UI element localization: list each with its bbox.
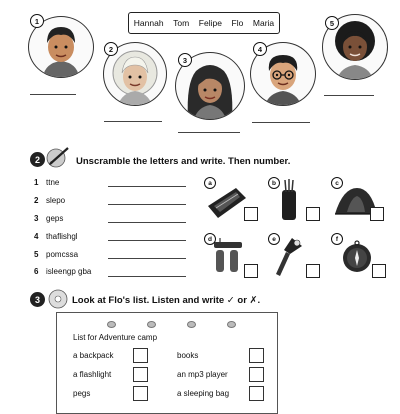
portrait-number-3: 3 (178, 53, 192, 67)
answer-box-e[interactable] (306, 264, 320, 278)
check-box-flashlight[interactable] (133, 367, 148, 382)
name-flo: Flo (231, 18, 244, 28)
name-maria: Maria (252, 18, 275, 28)
answer-box-a[interactable] (244, 207, 258, 221)
scramble-item-1 (34, 178, 59, 187)
answer-line-1[interactable] (30, 94, 76, 95)
answer-box-b[interactable] (306, 207, 320, 221)
picture-letter-e: e (268, 233, 280, 245)
item-num: 4 (34, 232, 39, 241)
scramble-line-2[interactable] (108, 204, 186, 205)
item-num: 3 (34, 214, 39, 223)
list-item-backpack: a backpack (73, 351, 114, 360)
scramble-line-5[interactable] (108, 258, 186, 259)
answer-line-5[interactable] (324, 95, 374, 96)
scramble-item-4 (34, 232, 78, 241)
paper-hole (147, 321, 156, 328)
answer-box-f[interactable] (372, 264, 386, 278)
item-word: pomcssa (46, 250, 79, 259)
name-tom: Tom (173, 18, 190, 28)
picture-letter-b: b (268, 177, 280, 189)
answer-box-d[interactable] (244, 264, 258, 278)
picture-letter-d: d (204, 233, 216, 245)
item-word: slepo (46, 196, 66, 205)
answer-line-4[interactable] (252, 122, 310, 123)
compass-picture (340, 240, 374, 279)
listening-cd-icon (48, 289, 68, 314)
picture-letter-f: f (331, 233, 343, 245)
portrait-number-2: 2 (104, 42, 118, 56)
scramble-line-1[interactable] (108, 186, 186, 187)
scramble-item-6 (34, 267, 91, 276)
pencil-icon (44, 146, 72, 173)
scramble-item-5 (34, 250, 78, 259)
item-word: thaflishgl (46, 232, 78, 241)
name-hannah: Hannah (133, 18, 164, 28)
list-item-books: books (177, 351, 199, 360)
answer-line-3[interactable] (178, 132, 240, 133)
name-felipe: Felipe (198, 18, 222, 28)
check-box-pegs[interactable] (133, 386, 148, 401)
check-box-mp3-player[interactable] (249, 367, 264, 382)
list-item-sleeping-bag: a sleeping bag (177, 389, 230, 398)
list-item-mp3-player: an mp3 player (177, 370, 228, 379)
list-item-flashlight: a flashlight (73, 370, 112, 379)
scramble-line-6[interactable] (108, 276, 186, 277)
section2-instruction: Unscramble the letters and write. Then number. (76, 156, 291, 167)
answer-box-c[interactable] (370, 207, 384, 221)
check-box-backpack[interactable] (133, 348, 148, 363)
name-box (128, 12, 280, 34)
compass-case-picture (206, 184, 248, 225)
list-title: List for Adventure camp (73, 333, 158, 342)
item-word: ttne (46, 178, 60, 187)
pegs-bag-picture (276, 178, 302, 227)
scramble-item-2 (34, 196, 65, 205)
portrait-number-1: 1 (30, 14, 44, 28)
answer-line-2[interactable] (104, 121, 162, 122)
item-word: geps (46, 214, 64, 223)
check-box-books[interactable] (249, 348, 264, 363)
portrait-number-5: 5 (325, 16, 339, 30)
item-num: 5 (34, 250, 39, 259)
check-box-sleeping-bag[interactable] (249, 386, 264, 401)
portrait-number-4: 4 (253, 42, 267, 56)
section3-instruction: Look at Flo's list. Listen and write ✓ or ✗. (72, 295, 261, 306)
paper-hole (107, 321, 116, 328)
item-num: 6 (34, 267, 39, 276)
item-num: 1 (34, 178, 39, 187)
paper-hole (187, 321, 196, 328)
flashlight-picture (274, 236, 306, 285)
section-number-3: 3 (30, 292, 45, 307)
list-item-pegs: pegs (73, 389, 91, 398)
picture-letter-c: c (331, 177, 343, 189)
item-word: isleengp gba (46, 267, 92, 276)
flo-list-paper (56, 312, 278, 414)
scramble-line-3[interactable] (108, 222, 186, 223)
scramble-line-4[interactable] (108, 240, 186, 241)
scramble-item-3 (34, 214, 63, 223)
paper-hole (227, 321, 236, 328)
item-num: 2 (34, 196, 39, 205)
section-number-2: 2 (30, 152, 45, 167)
picture-letter-a: a (204, 177, 216, 189)
